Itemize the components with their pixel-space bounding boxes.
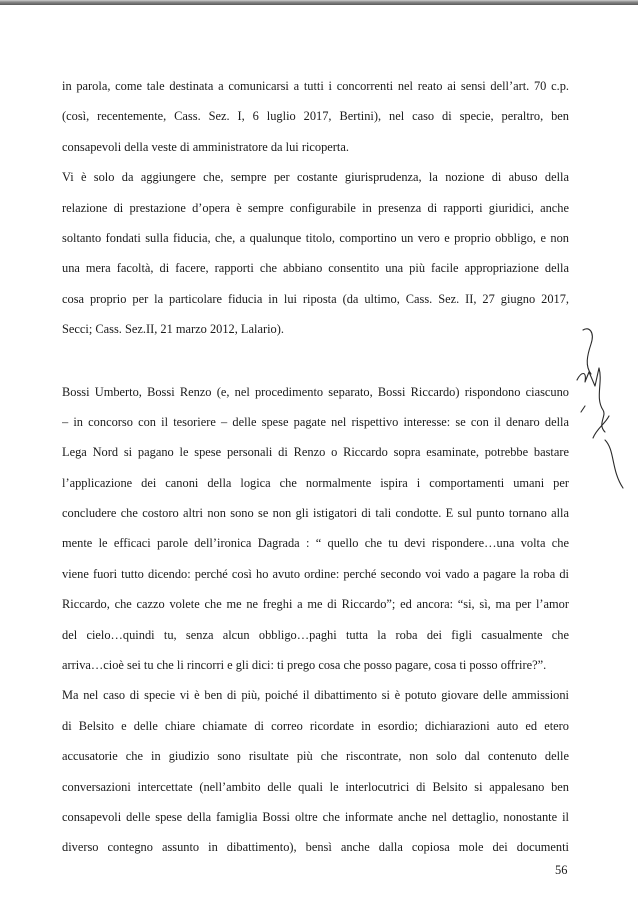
text-line: una mera facoltà, di facere, rapporti che abbiano consentito una più facile appropriazione della xyxy=(62,261,569,276)
text-line: concludere che costoro altri non sono se non gli istigatori di tali condotte. E sul punto tornano alla xyxy=(62,506,569,521)
text-line: Ma nel caso di specie vi è ben di più, poiché il dibattimento si è potuto giovare delle ammissioni xyxy=(62,688,569,703)
page-top-border xyxy=(0,0,638,5)
text-line: conversazioni intercettate (nell’ambito delle quali le interlocutrici di Belsito si appalesano ben xyxy=(62,779,569,794)
text-line: viene fuori tutto dicendo: perché così ho avuto ordine: perché secondo voi vado a pagare la roba di xyxy=(62,566,569,581)
text-line: consapevoli delle spese della famiglia Bossi oltre che informate anche nel dettaglio, nonostante il xyxy=(62,809,569,824)
text-line: Lega Nord si pagano le spese personali di Renzo o Riccardo sopra esaminate, potrebbe bastare xyxy=(62,445,569,460)
text-line: cosa proprio per la particolare fiducia in lui riposta (da ultimo, Cass. Sez. II, 27 giugno 2017, xyxy=(62,291,569,306)
text-line: del cielo…quindi tu, senza alcun obbligo…paghi tutta la roba dei figli casualmente che xyxy=(62,627,569,642)
text-line: accusatorie che in giudizio sono risultate più che riscontrate, non solo dal contenuto delle xyxy=(62,749,569,764)
text-line: soltanto fondati sulla fiducia, che, a qualunque titolo, comportino un vero e proprio obbligo, e non xyxy=(62,230,569,245)
text-line: Riccardo, che cazzo volete che me ne freghi a me di Riccardo”; ed ancora: “si, sì, ma per l’amor xyxy=(62,597,569,612)
text-line: arriva…cioè sei tu che li rincorri e gli dici: ti prego cosa che posso pagare, cosa ti posso offrire?”. xyxy=(62,658,547,673)
document-body xyxy=(62,71,569,863)
text-line: mente le efficaci parole dell’ironica Dagrada : “ quello che tu devi rispondere…una volta che xyxy=(62,536,569,551)
text-line: Secci; Cass. Sez.II, 21 marzo 2012, Lalario). xyxy=(62,322,284,337)
text-line: relazione di prestazione d’opera è sempre configurabile in presenza di rapporti giuridici, anche xyxy=(62,200,569,215)
text-line: diverso contegno assunto in dibattimento), bensì anche dalla copiosa mole dei documenti xyxy=(62,840,569,855)
text-line: in parola, come tale destinata a comunicarsi a tutti i concorrenti nel reato ai sensi dell’art. 70 c.p. xyxy=(62,79,569,93)
text-line: Vi è solo da aggiungere che, sempre per costante giurisprudenza, la nozione di abuso della xyxy=(62,170,569,185)
text-line: Bossi Umberto, Bossi Renzo (e, nel procedimento separato, Bossi Riccardo) rispondono ciascuno xyxy=(62,384,569,399)
text-line: l’applicazione dei canoni della logica che normalmente ispira i comportamenti umani per xyxy=(62,475,569,490)
page-number: 56 xyxy=(555,863,568,877)
text-line: (così, recentemente, Cass. Sez. I, 6 luglio 2017, Bertini), nel caso di specie, peraltro, ben xyxy=(62,109,569,124)
paragraph-gap xyxy=(62,345,569,377)
text-line: di Belsito e delle chiare chiamate di correo ricordate in esordio; dichiarazioni auto ed etero xyxy=(62,718,569,733)
text-line: consapevoli della veste di amministratore da lui ricoperta. xyxy=(62,139,349,154)
text-line: – in concorso con il tesoriere – delle spese pagate nel rispettivo interesse: se con il denaro della xyxy=(62,414,569,429)
handwritten-signature xyxy=(575,320,635,490)
